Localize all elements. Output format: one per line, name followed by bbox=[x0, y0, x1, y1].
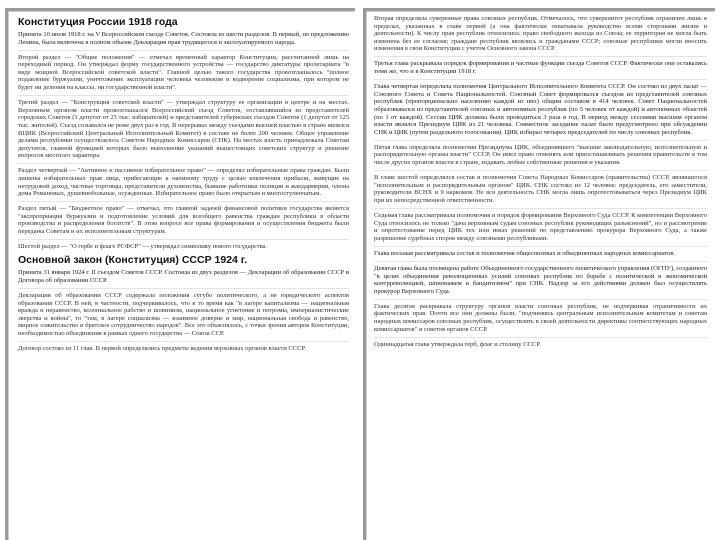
paragraph: Раздел пятый — "Бюджетное право" — отмечал, что главной задачей финансовой политики государства является "экспроприация буржуазии и подготовление условий для всеобщего равенства граждан республики в области производства и распределения богатств". В этом вопросе все права формирования и осуществления бюджета были переданы Советам и их исполнительным структурам. bbox=[18, 205, 349, 236]
paragraph: Третья глава раскрывала порядок формирования и частные функции съезда Советов СССР. Фактически они оставались теми же, что и в Конституции 1918 г. bbox=[374, 60, 707, 76]
paragraph: Вторая определяла суверенные права союзных республик. Отмечалось, что суверенитет республик ограничен лишь в пределах, указанных в главе первой (а она фактически охватывала руководство всеми сторонами жизни и деятельности). К числу прав республик относились: право свободного выхода из Союза; ее территория не могла быть изменена без ее согласия; граждане республик являлись и гражданами СССР; союзные республики могли вносить изменения в свои Конституции с учетом Основного закона СССР. bbox=[374, 15, 707, 53]
paragraph: Глава восьмая рассматривала состав и полномочия общесоюзных и объединенных народных комиссариатов. bbox=[374, 249, 676, 257]
paragraph: Договор состоял из 11 глав. В первой определялись предметы ведения верховных органов власти СССР. bbox=[18, 345, 306, 352]
divider bbox=[18, 50, 349, 51]
divider bbox=[374, 337, 707, 338]
heading-constitution-1918: Конституция России 1918 года bbox=[18, 16, 178, 28]
paragraph: Глава десятая раскрывала структуру органов власти союзных республик, не подчеркивая отраничимости их фактических прав. Почти все они должны были, "подчиняясь центральным исполнительным комитетам и советам народных комиссаров союзных республик, осуществлять в своей деятельности директивы соответствующих народных комиссариатов" и советов органов СССР. bbox=[374, 302, 707, 333]
paragraph: Девятая глава была посвящена работе Объединенного государственного политического управления (ОГПУ), созданного "в целях объединения революционных усилий союзных республик по борьбе с политической и экономической контрреволюцией, шпионажем и бандитизмом" при СНК. Надзор за его действиями должен был осуществлять прокурор Верховного Суда. bbox=[374, 264, 707, 295]
divider bbox=[374, 299, 707, 300]
divider bbox=[18, 201, 349, 202]
divider bbox=[18, 341, 349, 342]
paragraph: Шестой раздел — "О гербе и флаге РСФСР" — утверждал символику нового государства. bbox=[18, 243, 268, 251]
paragraph: Третий раздел — "Конструкция советской власти" — утверждал структуру ее организации в центре и на местах. Верховным органом власти провозглашался Всероссийский съезд Советов, составлявшийся из представителей городских Советов (1 депутат от 25 тыс. избирателей) и представителей губернских съездов Советов (1 депутат от 125 тыс. жителей). Съезд созывался не реже двух раз в год. В перерывах между съездами высшей властью в стране являлся ВЦИК (Всероссийский Центральный Исполнительный Комитет) в составе не более 200 человек. Общее управление делами республики осуществлялось Советом Народных Комиссаров (СНК). На местах власть принадлежала Советам депутатов, главной функцией которых было выполнение указаний вышестоящих советских структур и решение вопросов местного характера. bbox=[18, 99, 349, 160]
divider bbox=[374, 56, 707, 57]
paragraph: Седьмая глава рассматривала полномочия и порядок формирования Верховного Суда СССР. К компетенции Верховного Суда относилось не только "дача верховным судам союзных республик руководящих разъяснений", но и рассмотрение и опротестование перед ЦИК тех или иных решений по представлению прокурора Верховного Суда, а также разрешение судебных споров между союзными республиками. bbox=[374, 211, 707, 242]
right-page bbox=[363, 8, 715, 540]
divider bbox=[18, 288, 349, 289]
divider bbox=[18, 95, 349, 96]
paragraph: Декларация об образовании СССР содержала положения сугубо политического, а не юридического аспектов образования СССР. В ней, в частности, подчеркивалось, что в то время как "в лагере капитализма — национальная вражда и неравенство, колониальное рабство и шовинизм, национальное угнетение и погромы, империалистические зверства и войны", то "там, в лагере социализма — взаимное доверие и мир, национальная свобода и равенство, мирное сожительство и братское сотрудничество народов". Все это объяснялось, с точки зрения авторов Конституции, необходимостью объединения в рамках одного государства — Союза ССР. bbox=[18, 291, 349, 337]
paragraph: Пятая глава определяла полномочия Президиума ЦИК, объединявшего "высшие законодательную, исполнительную и распорядительную органы власти" СССР. Он имел право отменять или приостанавливать решения правительств в том числе других органов власти в стране, издавать любые собственные решения и указания. bbox=[374, 143, 707, 166]
divider bbox=[374, 246, 707, 247]
divider bbox=[18, 163, 349, 164]
paragraph: Второй раздел — "Общие положения" — отмечал временный характер Конституции, рассчитанной лишь на переходный период. Он утверждал форму государственного устройства — государство диктатуры пролетариата "в виде мощной Всероссийской советской власти". Главной целью такого государства провозглашалось "полное подавление буржуазии, уничтожение эксплуатации человека человеком и водворение социализма, при котором не будет ни деления на классы, ни государственной власти". bbox=[18, 53, 349, 92]
paragraph: Принята 10 июля 1918 г. на V Всероссийском съезде Советов. Состояла из шести разделов. В первый, по предложению Ленина, была включена в полном объеме Декларация прав трудящегося и эксплуатируемого народа. bbox=[18, 31, 349, 46]
divider bbox=[374, 170, 707, 171]
heading-constitution-1924: Основной закон (Конституция) СССР 1924 г. bbox=[18, 254, 248, 267]
left-page bbox=[5, 8, 355, 540]
divider bbox=[374, 79, 707, 80]
divider bbox=[374, 261, 707, 262]
divider bbox=[374, 208, 707, 209]
paragraph: Одиннадцатая глава утверждала герб, флаг и столицу СССР. bbox=[374, 340, 541, 348]
paragraph: Принята 31 января 1924 г. II съездом Советов СССР. Состояла из двух разделов — Декларации об образовании СССР и Договора об образовании СССР. bbox=[18, 269, 349, 284]
divider bbox=[374, 140, 707, 141]
paragraph: В главе шестой определялся состав и полномочия Совета Народных Комиссаров (правительства) СССР, являвшегося "исполнительным и распорядительным органом" ЦИК. СНК состоял из 12 человек: председатель, его заместители, руководители ВСНХ и 9 наркомов. Не вся деятельность СНК могла лишь опротестовываться через Президиум ЦИК при их непосредственной ответственности. bbox=[374, 174, 707, 204]
divider bbox=[18, 239, 349, 240]
paragraph: Глава четвертая определяла полномочия Центрального Исполнительного Комитета СССР. Он состоял из двух палат — Союзного Совета и Совета Национальностей. Союзный Совет формировался съездом из представителей союзных республик (пропорционально населению каждой из них) общим составом в 414 человек. Совет Национальностей образовывался из представителей союзных и автономных республик (по 5 человек от каждой) и автономных областей (по 1 от каждой). Сессии ЦИК должны были проводиться 3 раза в год. В период между сессиями высшим органом власти являлся Президиум ЦИК из 21 человека. Совместное заседание палат было предусмотрено при обсуждении СНК и ЦИК (путем раздельного голосования). ЦИК избирал четырех председателей по числу союзных республик. bbox=[374, 83, 707, 136]
paragraph: Раздел четвертый — "Активное и пассивное избирательное право" — определял избирательные права граждан. Были лишены избирательных прав лица, прибегающие к наемному труду с целью извлечения прибыли, живущие на нетрудовой доход, частные торговцы, представители духовенства, бывшие работники полиции и жандармерии, члены дома Романовых, душевнобольные, осужденные. Избирательное право было открытым и многоступенчатым. bbox=[18, 167, 349, 198]
